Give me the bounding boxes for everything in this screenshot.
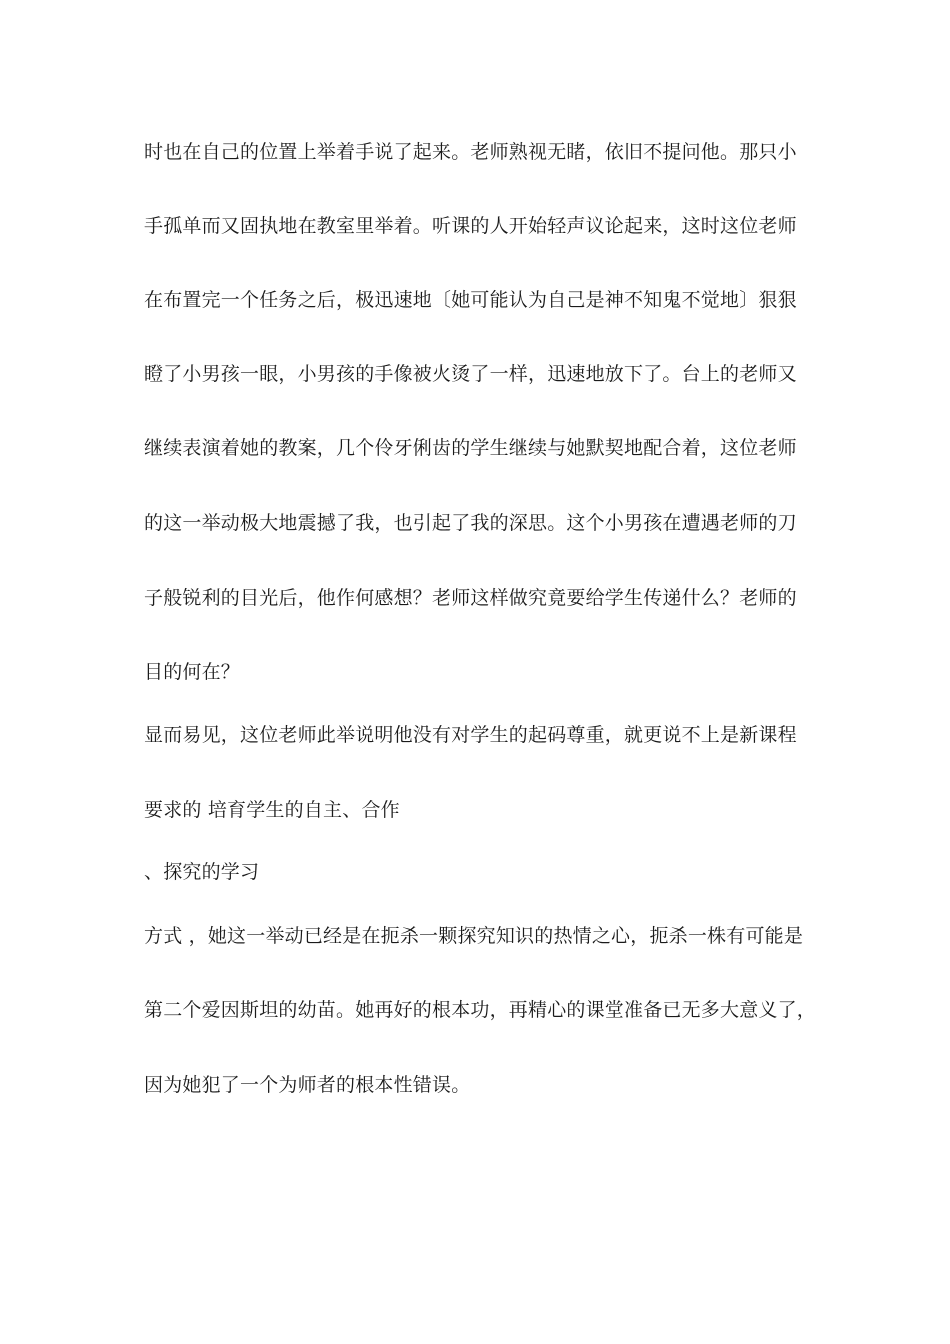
- text-line-1: 时也在自己的位置上举着手说了起来。老师熟视无睹，依旧不提问他。那只小: [144, 141, 797, 163]
- text-line-14: 因为她犯了一个为师者的根本性错误。: [144, 1074, 471, 1096]
- text-line-11: 、探究的学习: [144, 861, 260, 883]
- text-line-13: 第二个爱因斯坦的幼苗。她再好的根本功，再精心的课堂准备已无多大意义了，: [144, 999, 817, 1021]
- text-line-10: 要求的 培育学生的自主、合作: [144, 799, 400, 821]
- text-line-9: 显而易见，这位老师此举说明他没有对学生的起码尊重，就更说不上是新课程: [144, 724, 797, 746]
- text-line-2: 手孤单而又固执地在教室里举着。听课的人开始轻声议论起来，这时这位老师: [144, 215, 797, 237]
- text-line-8: 目的何在？: [144, 661, 241, 683]
- text-line-12: 方式 ，她这一举动已经是在扼杀一颗探究知识的热情之心，扼杀一株有可能是: [144, 925, 804, 947]
- text-line-4: 瞪了小男孩一眼，小男孩的手像被火烫了一样，迅速地放下了。台上的老师又: [144, 363, 797, 385]
- text-line-7: 子般锐利的目光后，他作何感想？老师这样做究竟要给学生传递什么？老师的: [144, 587, 797, 609]
- text-line-5: 继续表演着她的教案，几个伶牙俐齿的学生继续与她默契地配合着，这位老师: [144, 437, 797, 459]
- text-line-3: 在布置完一个任务之后，极迅速地〔她可能认为自己是神不知鬼不觉地〕狠狠: [144, 289, 797, 311]
- text-line-6: 的这一举动极大地震撼了我，也引起了我的深思。这个小男孩在遭遇老师的刀: [144, 512, 797, 534]
